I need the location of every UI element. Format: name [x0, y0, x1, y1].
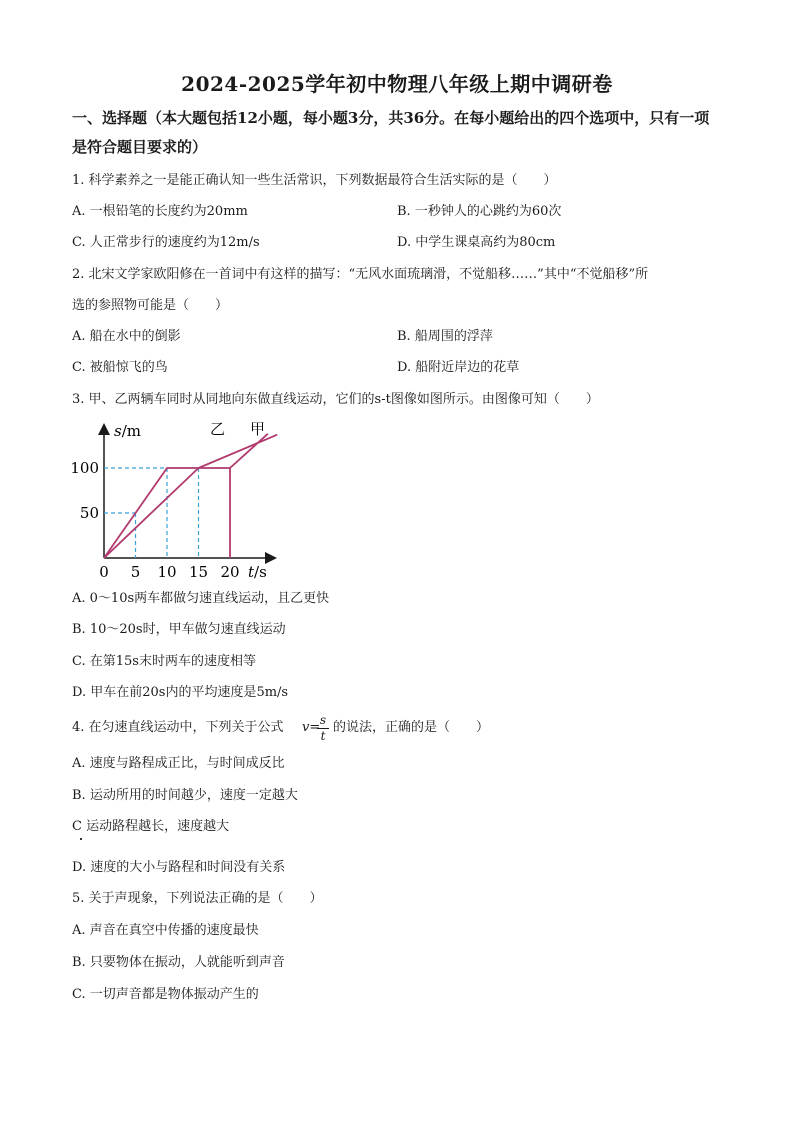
q4-fraction-denominator: t: [320, 729, 326, 743]
q1-option-b: B. 一秒钟人的心跳约为60次: [397, 204, 562, 219]
q2-stem-line1: 2. 北宋文学家欧阳修在一首词中有这样的描写：“无风水面琉璃滑，不觉船移……”其中“不觉船移”所: [72, 267, 649, 282]
y-tick-label: 100: [70, 459, 99, 477]
q4-option-c: C 运动路程越长，速度越大: [72, 819, 230, 834]
q3-option-b: B. 10～20s时，甲车做匀速直线运动: [72, 622, 286, 637]
q4-option-b: B. 运动所用的时间越少，速度一定越大: [72, 788, 298, 803]
q4-fraction-numerator: s: [319, 713, 327, 727]
q4-fraction: [316, 713, 330, 744]
q1-stem: 1. 科学素养之一是能正确认知一些生活常识，下列数据最符合生活实际的是（ ）: [72, 173, 557, 188]
q4-var-v: v: [302, 720, 310, 735]
y-tick-label: 50: [79, 504, 99, 522]
q2-option-a: A. 船在水中的倒影: [72, 329, 181, 344]
x-tick-label: 10: [157, 563, 177, 581]
section-heading: 一、选择题（本大题包括12小题，每小题3分，共36分。在每小题给出的四个选项中，只有一项是符合题目要求的）: [72, 109, 710, 156]
q2-stem-line2: 选的参照物可能是（ ）: [72, 298, 229, 313]
q3-option-a: A. 0～10s两车都做匀速直线运动，且乙更快: [72, 591, 330, 606]
x-axis-label: t/s: [248, 563, 267, 581]
q3-option-d: D. 甲车在前20s内的平均速度是5m/s: [72, 685, 289, 700]
q2-option-d: D. 船附近岸边的花草: [397, 360, 520, 375]
st-graph: [64, 418, 284, 584]
x-tick-label: 20: [220, 563, 240, 581]
series-extension-甲: [199, 435, 278, 468]
q4-option-d: D. 速度的大小与路程和时间没有关系: [72, 860, 286, 875]
q2-option-b: B. 船周围的浮萍: [397, 329, 493, 344]
q4-option-a: A. 速度与路程成正比，与时间成反比: [72, 756, 285, 771]
x-tick-label: 0: [99, 563, 109, 581]
q2-option-c: C. 被船惊飞的鸟: [72, 360, 168, 375]
q5-stem: 5. 关于声现象，下列说法正确的是（ ）: [72, 891, 323, 906]
q4-equals: =: [309, 720, 321, 735]
q4-stem-post: 的说法，正确的是（ ）: [333, 720, 490, 735]
series-label-yi: 乙: [210, 420, 226, 438]
series-extension-乙: [230, 434, 268, 468]
q5-option-c: C. 一切声音都是物体振动产生的: [72, 987, 259, 1002]
q3-option-c: C. 在第15s末时两车的速度相等: [72, 654, 256, 669]
q5-option-a: A. 声音在真空中传播的速度最快: [72, 923, 259, 938]
y-axis-label: s/m: [114, 422, 141, 440]
x-tick-label: 5: [130, 563, 141, 581]
q1-option-c: C. 人正常步行的速度约为12m/s: [72, 235, 260, 250]
q1-option-d: D. 中学生课桌高约为80cm: [397, 235, 556, 250]
q5-option-b: B. 只要物体在振动，人就能听到声音: [72, 955, 285, 970]
series-label-jia: 甲: [250, 420, 266, 438]
stray-dot: [80, 838, 82, 840]
q3-stem: 3. 甲、乙两辆车同时从同地向东做直线运动，它们的s-t图像如图所示。由图像可知（ ）: [72, 392, 599, 407]
q1-option-a: A. 一根铅笔的长度约为20mm: [72, 204, 248, 219]
q4-stem-pre: 4. 在匀速直线运动中，下列关于公式: [72, 720, 284, 735]
x-tick-label: 15: [188, 563, 209, 581]
page-title: 2024-2025学年初中物理八年级上期中调研卷: [181, 72, 613, 96]
